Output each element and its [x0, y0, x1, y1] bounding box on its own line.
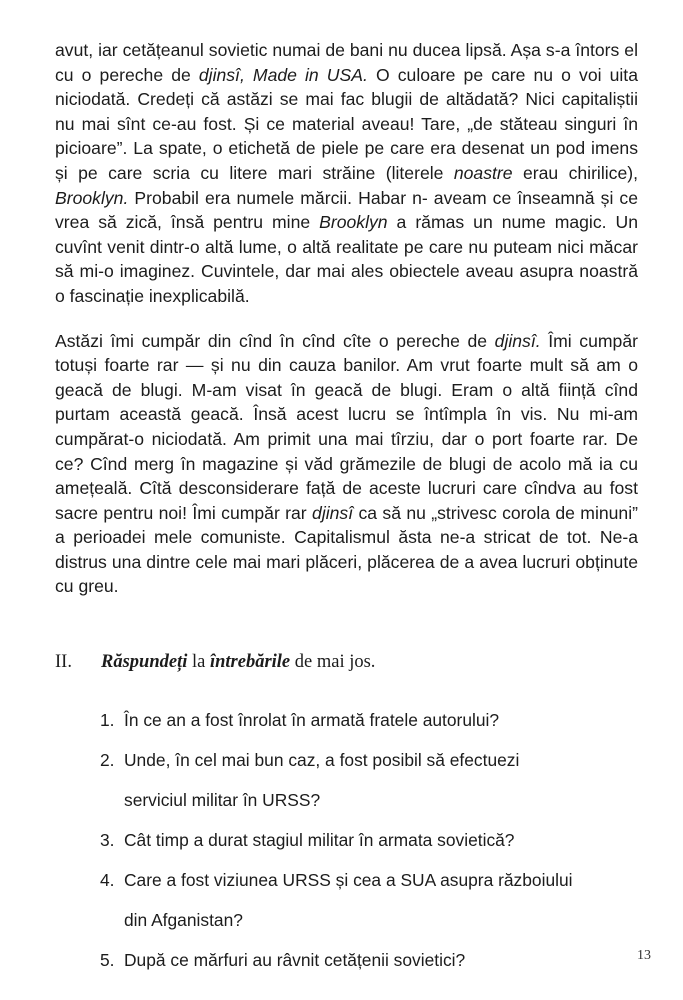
heading-bold-2: întrebările [209, 652, 291, 672]
section-numeral: II. [55, 652, 72, 672]
question-item [100, 748, 600, 812]
text-run: Îmi cumpăr totuși foarte rar — și nu din cauza banilor. Am vrut foarte mult să am o geacă de blugi. M-am visat în geacă de blugi. Eram o altă ființă cînd purtam această geacă. Însă acest lucru se întîmpla în vis. Nu mi-am cumpărat-o niciodată. Am primit una mai tîrziu, dar o port foarte rar. De ce? Cînd merg în magazine și văd grămezile de blugi de acolo mă ia cu amețeală. Cîtă desconsiderare față de aceste lucruri care cîndva au fost sacre pentru noi! Îmi cumpăr rar [55, 330, 638, 523]
question-line: Unde, în cel mai bun caz, a fost posibil să efectuezi [124, 750, 520, 770]
question-item [100, 868, 600, 932]
heading-plain-1: la [187, 652, 210, 672]
text-run: O culoare pe care nu o voi uita niciodată. Credeți că astăzi se mai fac blugii de altădată? Nici capitaliștii nu mai sînt ce-au fost. Și ce material aveau! Tare, „de stăteau singuri în picioare”. La spate, o etichetă de piele pe care era desenat un pod imens și pe care scria cu litere mari străine (literele [55, 64, 638, 183]
question-line: În ce an a fost înrolat în armată fratele autorului? [124, 710, 500, 730]
question-text [124, 828, 600, 852]
paragraph-1 [55, 38, 638, 309]
body-text [55, 38, 638, 599]
question-item [100, 948, 600, 972]
question-number: 4. [100, 870, 115, 890]
italic-run: Brooklyn [319, 212, 388, 233]
question-line: Cât timp a durat stagiul militar în armata sovietică? [124, 830, 515, 850]
paragraph-2 [55, 329, 638, 600]
question-line: După ce mărfuri au râvnit cetățenii sovietici? [124, 950, 466, 970]
question-line-2: serviciul militar în URSS? [124, 790, 321, 810]
page-number: 13 [637, 948, 651, 963]
text-run: erau chirilice), [512, 162, 638, 183]
question-line: Care a fost viziunea URSS și cea a SUA asupra războiului [124, 870, 573, 890]
question-item [100, 708, 600, 732]
heading-bold-1: Răspundeți [101, 652, 188, 672]
exercise-section [55, 650, 638, 970]
question-line-2: din Afganistan? [124, 910, 243, 930]
question-number: 2. [100, 750, 115, 770]
question-list [100, 708, 600, 988]
question-number: 1. [100, 710, 115, 730]
italic-run: djinsî, Made in USA. [198, 64, 368, 85]
italic-run: noastre [453, 162, 513, 183]
text-run: avut, iar cetățeanul sovietic numai de bani nu ducea lipsă. Așa s-a întors el cu o pereche de [55, 40, 638, 85]
italic-run: djinsî. [494, 330, 541, 351]
heading-text [101, 650, 375, 674]
question-text [124, 708, 600, 732]
italic-run: djinsî [312, 502, 354, 523]
question-number: 3. [100, 830, 115, 850]
text-run: Astăzi îmi cumpăr din cînd în cînd cîte o pereche de [55, 330, 495, 351]
text-run: ca să nu „strivesc corola de minuni” a perioadei mele comuniste. Capitalismul ăsta ne-a stricat de tot. Ne-a distrus una dintre cele mai mari plăceri, plăcerea de a avea lucruri obținute cu greu. [55, 502, 638, 597]
question-item [100, 828, 600, 852]
text-run: Probabil era numele mărcii. Habar n- aveam ce înseamnă și ce vrea să zică, însă pentru mine [55, 187, 638, 233]
heading-plain-2: de mai jos. [290, 652, 376, 672]
exercise-heading [55, 650, 638, 674]
italic-run: Brooklyn. [55, 187, 129, 208]
text-run: a rămas un nume magic. Un cuvînt venit dintr-o altă lume, o altă realitate pe care nu puteam nici măcar să mi-o imaginez. Cuvintele, dar mai ales obiectele aveau asupra noastră o fascinație inexplicabilă. [55, 212, 638, 306]
question-number: 5. [100, 950, 115, 970]
question-text [124, 748, 600, 812]
question-text [124, 948, 600, 972]
question-text [124, 868, 600, 932]
